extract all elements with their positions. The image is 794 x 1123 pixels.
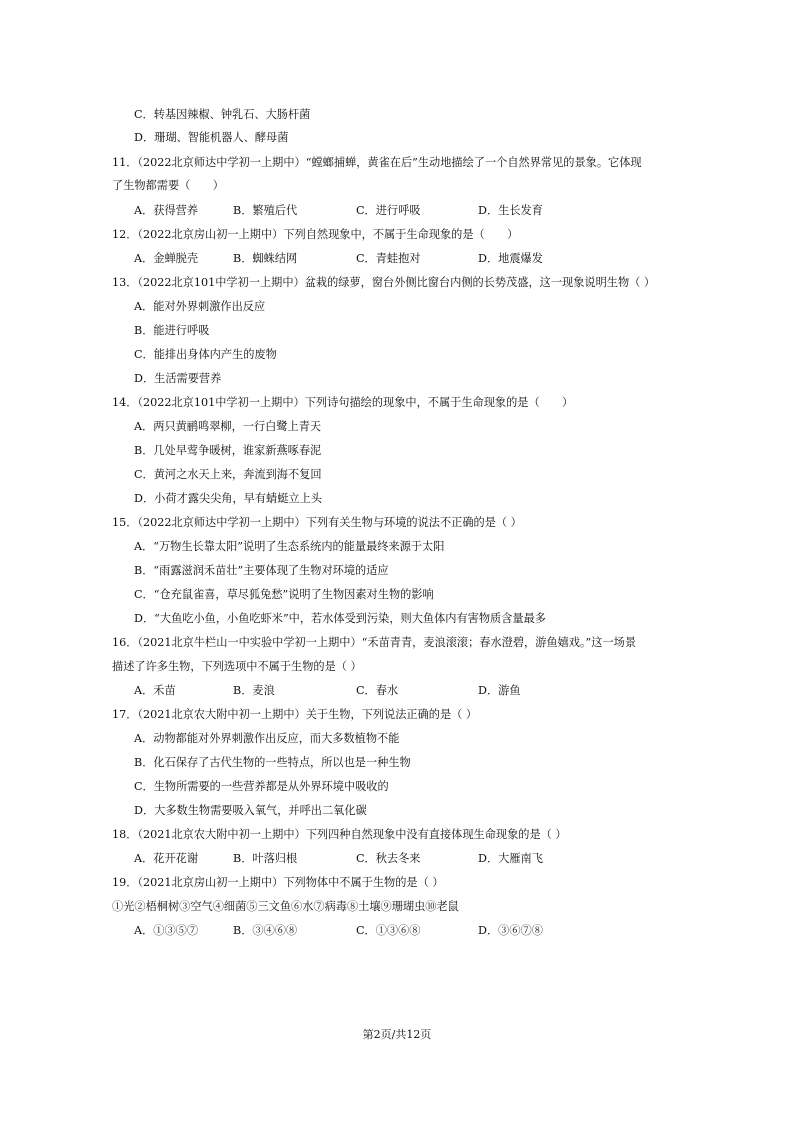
question-17-option-a: A．动物都能对外界刺激作出反应，而大多数植物不能 <box>134 732 400 745</box>
question-15-stem: 15．（2022北京师达中学初一上期中）下列有关生物与环境的说法不正确的是（ ） <box>112 516 522 529</box>
question-16-option-d: D．游鱼 <box>478 684 521 697</box>
question-18-option-c: C．秋去冬来 <box>356 852 421 865</box>
question-17-option-c: C．生物所需要的一些营养都是从外界环境中吸收的 <box>134 780 389 793</box>
question-11-stem: 11．（2022北京师达中学初一上期中）“螳螂捕蝉，黄雀在后”生动地描绘了一个自然界常见的景象。它体现 <box>112 156 642 169</box>
question-16-option-b: B．麦浪 <box>233 684 275 697</box>
question-11-option-b: B．繁殖后代 <box>233 204 298 217</box>
question-17-option-d: D．大多数生物需要吸入氧气，并呼出二氧化碳 <box>134 804 367 817</box>
question-12-option-b: B．蜘蛛结网 <box>233 252 298 265</box>
question-12-stem: 12．（2022北京房山初一上期中）下列自然现象中，不属于生命现象的是（ ） <box>112 228 519 241</box>
question-16-option-c: C．春水 <box>356 684 399 697</box>
question-16-stem: 16．（2021北京牛栏山一中实验中学初一上期中）“禾苗青青，麦浪滚滚；春水澄碧，游鱼嬉戏。”这一场景 <box>112 636 637 649</box>
question-15-option-c: C．“仓充鼠雀喜，草尽狐兔愁”说明了生物因素对生物的影响 <box>134 588 434 601</box>
question-19-option-c: C．①③⑥⑧ <box>356 924 421 937</box>
question-14-option-d: D．小荷才露尖尖角，早有蜻蜓立上头 <box>134 492 322 505</box>
question-15-option-a: A．“万物生长靠太阳”说明了生态系统内的能量最终来源于太阳 <box>134 540 445 553</box>
question-17-stem: 17．（2021北京农大附中初一上期中）关于生物，下列说法正确的是（ ） <box>112 708 478 721</box>
page-number-footer: 第2页/共12页 <box>362 1028 432 1041</box>
question-16-stem-cont: 描述了许多生物，下列选项中不属于生物的是（ ） <box>112 660 362 673</box>
question-15-option-d: D．“大鱼吃小鱼，小鱼吃虾米”中，若水体受到污染，则大鱼体内有害物质含量最多 <box>134 612 546 625</box>
question-18-option-d: D．大雁南飞 <box>478 852 543 865</box>
question-13-option-b: B．能进行呼吸 <box>134 324 210 337</box>
question-12-option-d: D．地震爆发 <box>478 252 543 265</box>
question-14-option-a: A．两只黄鹂鸣翠柳，一行白鹭上青天 <box>134 420 322 433</box>
question-13-option-c: C．能排出身体内产生的废物 <box>134 348 277 361</box>
question-12-option-a: A．金蝉脱壳 <box>134 252 199 265</box>
question-19-option-a: A．①③⑤⑦ <box>134 924 199 937</box>
question-11-stem-cont: 了生物都需要（ ） <box>112 179 224 192</box>
question-13-stem: 13．（2022北京101中学初一上期中）盆栽的绿萝，窗台外侧比窗台内侧的长势茂盛，这一现象说明生物（ ） <box>112 276 656 289</box>
question-15-option-b: B．“雨露滋润禾苗壮”主要体现了生物对环境的适应 <box>134 564 389 577</box>
question-18-option-b: B．叶落归根 <box>233 852 298 865</box>
question-19-stem: 19．（2021北京房山初一上期中）下列物体中不属于生物的是（ ） <box>112 876 444 889</box>
question-12-option-c: C．青蛙抱对 <box>356 252 421 265</box>
question-11-option-c: C．进行呼吸 <box>356 204 421 217</box>
question-16-option-a: A．禾苗 <box>134 684 176 697</box>
question-19-items: ①光②梧桐树③空气④细菌⑤三文鱼⑥水⑦病毒⑧土壤⑨珊瑚虫⑩老鼠 <box>112 900 459 913</box>
question-18-stem: 18．（2021北京农大附中初一上期中）下列四种自然现象中没有直接体现生命现象的是（ ） <box>112 828 567 841</box>
question-19-option-b: B．③④⑥⑧ <box>233 924 298 937</box>
prev-question-option-d: D．珊瑚、智能机器人、酵母菌 <box>134 131 289 144</box>
question-11-option-d: D．生长发育 <box>478 204 543 217</box>
question-14-option-b: B．几处早莺争暖树，谁家新燕啄春泥 <box>134 444 322 457</box>
question-17-option-b: B．化石保存了古代生物的一些特点，所以也是一种生物 <box>134 756 411 769</box>
question-11-option-a: A．获得营养 <box>134 204 199 217</box>
prev-question-option-c: C．转基因辣椒、钟乳石、大肠杆菌 <box>134 108 311 121</box>
question-13-option-d: D．生活需要营养 <box>134 372 222 385</box>
question-19-option-d: D．③⑥⑦⑧ <box>478 924 543 937</box>
question-18-option-a: A．花开花谢 <box>134 852 199 865</box>
question-13-option-a: A．能对外界刺激作出反应 <box>134 300 266 313</box>
question-14-stem: 14．（2022北京101中学初一上期中）下列诗句描绘的现象中，不属于生命现象的是（ ） <box>112 396 574 409</box>
question-14-option-c: C．黄河之水天上来，奔流到海不复回 <box>134 468 322 481</box>
